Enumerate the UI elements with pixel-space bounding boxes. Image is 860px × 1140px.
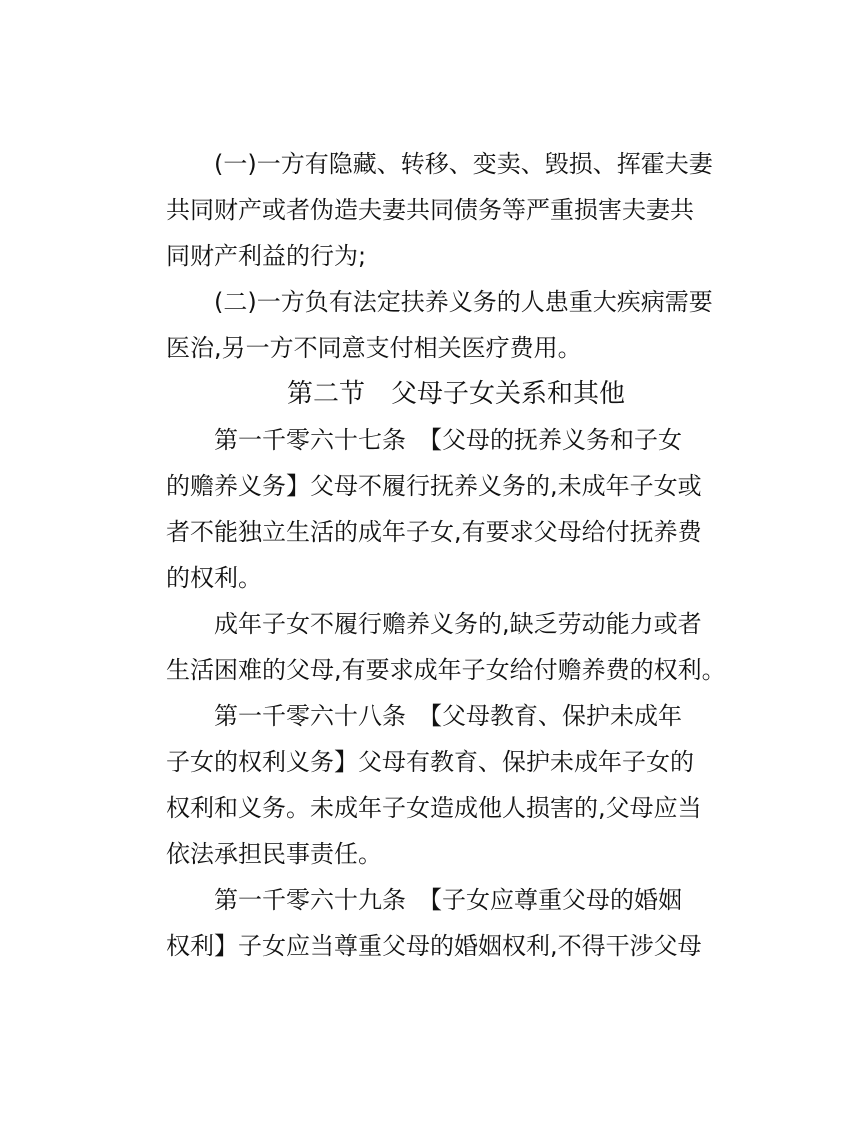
paragraph-line: (二)一方负有法定扶养义务的人患重大疾病需要 <box>214 288 713 316</box>
paragraph-line: 同财产利益的行为; <box>166 242 367 270</box>
document-body <box>166 141 726 969</box>
paragraph-line: 成年子女不履行赡养义务的,缺乏劳动能力或者 <box>214 610 702 638</box>
paragraph-line: 的赡养义务】父母不履行抚养义务的,未成年子女或 <box>166 472 702 500</box>
article-heading-line: 第一千零六十九条 【子女应尊重父母的婚姻 <box>214 886 682 914</box>
paragraph-line: 权利】子女应当尊重父母的婚姻权利,不得干涉父母 <box>166 932 702 960</box>
paragraph-line: 依法承担民事责任。 <box>166 840 382 868</box>
section-heading: 第二节 父母子女关系和其他 <box>286 379 625 409</box>
paragraph-line: 生活困难的父母,有要求成年子女给付赡养费的权利。 <box>166 656 726 684</box>
paragraph-line: 医治,另一方不同意支付相关医疗费用。 <box>166 334 582 362</box>
article-heading-line: 第一千零六十八条 【父母教育、保护未成年 <box>214 702 682 730</box>
article-heading-line: 第一千零六十七条 【父母的抚养义务和子女 <box>214 426 682 454</box>
paragraph-line: 共同财产或者伪造夫妻共同债务等严重损害夫妻共 <box>166 196 694 224</box>
paragraph-line: 者不能独立生活的成年子女,有要求父母给付抚养费 <box>166 518 702 546</box>
paragraph-line: 子女的权利义务】父母有教育、保护未成年子女的 <box>166 748 694 776</box>
paragraph-line: 权利和义务。未成年子女造成他人损害的,父母应当 <box>166 794 702 822</box>
paragraph-line: 的权利。 <box>166 564 262 592</box>
paragraph-line: (一)一方有隐藏、转移、变卖、毁损、挥霍夫妻 <box>214 150 713 178</box>
